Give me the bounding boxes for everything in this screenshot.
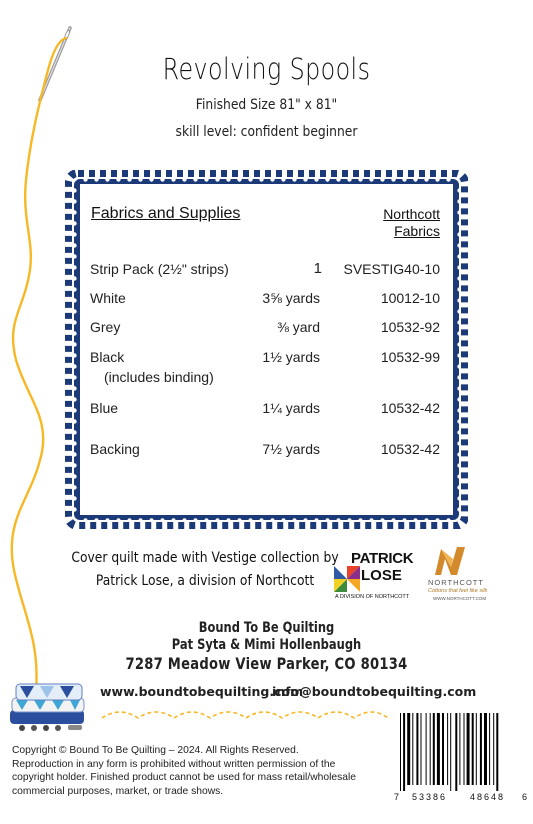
supply-name: Grey bbox=[90, 319, 121, 335]
scallop-divider bbox=[100, 706, 390, 720]
supply-name: Backing bbox=[90, 441, 140, 457]
cover-credit-line2: Patrick Lose, a division of Northcott bbox=[95, 573, 315, 589]
supply-note: (includes binding) bbox=[104, 369, 214, 385]
brand-heading: Northcott Fabrics bbox=[383, 206, 440, 239]
supply-qty: 1 bbox=[313, 260, 322, 277]
company-owners: Pat Syta & Mimi Hollenbaugh bbox=[171, 637, 362, 653]
supply-qty: 1½ yards bbox=[262, 349, 320, 365]
supply-sku: 10532-92 bbox=[380, 319, 440, 335]
supply-sku: 10532-99 bbox=[380, 349, 440, 365]
email-link[interactable]: info@boundtobequilting.com bbox=[272, 684, 477, 699]
company-address: 7287 Meadow View Parker, CO 80134 bbox=[125, 654, 408, 673]
barcode-digit: 6 bbox=[522, 792, 528, 802]
skill-level: skill level: confident beginner bbox=[175, 124, 358, 140]
website-link[interactable]: www.boundtobequilting.com bbox=[100, 684, 304, 699]
supply-sku: 10532-42 bbox=[380, 441, 440, 457]
supply-qty: 7½ yards bbox=[262, 441, 320, 457]
supply-qty: ⅜ yard bbox=[277, 319, 320, 335]
pinwheel-icon bbox=[334, 566, 360, 592]
supply-sku: 10532-42 bbox=[380, 400, 440, 416]
company-name: Bound To Be Quilting bbox=[198, 620, 335, 636]
supply-name: Blue bbox=[90, 400, 119, 416]
supply-name: Strip Pack (2½" strips) bbox=[90, 261, 229, 277]
barcode-digits: 48648 bbox=[470, 792, 506, 802]
pattern-title: Revolving Spools bbox=[162, 52, 371, 86]
supply-name: Black bbox=[90, 349, 125, 365]
supply-sku: SVESTIG40-10 bbox=[343, 261, 440, 277]
supplies-heading: Fabrics and Supplies bbox=[91, 205, 241, 222]
supply-qty: 1¼ yards bbox=[262, 400, 320, 416]
barcode-digit: 7 bbox=[394, 792, 400, 802]
supply-qty: 3⅝ yards bbox=[262, 290, 320, 306]
northcott-logo: NORTHCOTT Cottons that feel like silk WWW.NORTHCOTT.COM bbox=[425, 543, 525, 608]
barcode-icon bbox=[398, 713, 524, 791]
quilt-stack-icon bbox=[8, 676, 90, 734]
barcode-digits: 53386 bbox=[412, 792, 448, 802]
patrick-lose-logo: PATRICK LOSE A DIVISION OF NORTHCOTT bbox=[335, 550, 414, 600]
supply-sku: 10012-10 bbox=[380, 290, 440, 306]
finished-size: Finished Size 81" x 81" bbox=[195, 97, 338, 113]
supply-name: White bbox=[90, 290, 126, 306]
cover-credit-line1: Cover quilt made with Vestige collection by bbox=[71, 550, 339, 566]
northcott-n-icon bbox=[433, 545, 467, 577]
copyright-notice: Copyright © Bound To Be Quilting – 2024. All Rights Reserved. Reproduction in any form is prohibited without written permission of the copyright holder. Finished product cannot be used for mass retail/wholesale commercial purposes, market, or trade shows. bbox=[12, 745, 356, 797]
supply-row bbox=[90, 349, 440, 389]
